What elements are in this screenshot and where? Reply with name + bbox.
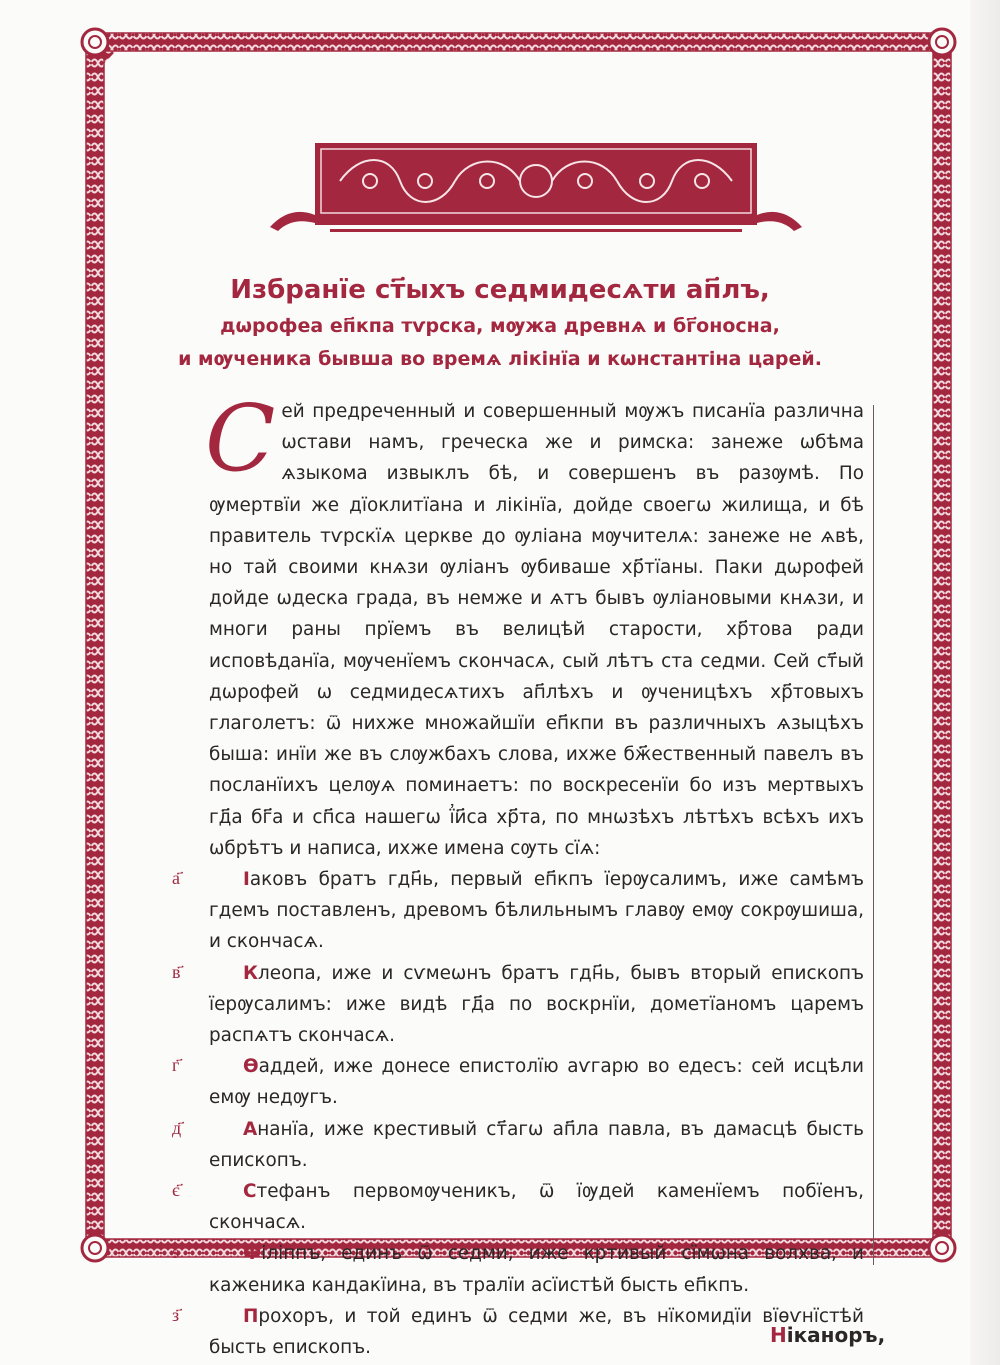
apostle-entry [209, 1176, 864, 1238]
catchword [770, 1323, 885, 1347]
entry-initial: А [243, 1118, 258, 1140]
catchword-rest: іканоръ, [786, 1323, 886, 1347]
entry-text: леопа, иже и сѵмеѡнъ братъ гдн҃ь, бывъ вторый епископъ їерѹсалимъ: иже видѣ гд҃а по воскрнїи, дометїаномъ царемъ распѧтъ скончасѧ. [209, 962, 864, 1047]
margin-numeral: в҃ [172, 961, 181, 983]
entry-text: аддей, иже донесе епистолїю аѵгарю во едесъ: сей исцѣли емѹ недѹгъ. [209, 1056, 864, 1109]
entry-initial: К [243, 962, 259, 984]
margin-numeral: з҃ [172, 1304, 180, 1326]
margin-numeral: д҃ [172, 1117, 182, 1139]
margin-numeral: г҃ [172, 1055, 180, 1077]
entry-text: іліппъ, единъ ѿ седми, иже кртивый сїмѡна волхва, и каженика кандакїина, въ тралїи асїистѣй бысть еп҃кпъ. [209, 1243, 864, 1296]
entry-initial: Ѳ [243, 1056, 259, 1078]
intro-text: ей предреченный и совершенный мѹжъ писанїа различна ѡстави намъ, греческа же и римска: занеже ѡбѣма ѧзыкома извыклъ бѣ, и совершенъ въ разѹмѣ. По ѹмертвїи же дїоклитїана и лікінїа, дойде своегѡ жилища, и бѣ правитель тѵрскїѧ церкве до ѹліана мѹчителѧ: занеже не ѧвѣ, но тай своими кнѧзи ѹліанъ ѹбиваше хр҃тїаны. Паки дѡрофей дойде ѡдеска града, въ немже и ѧтъ бывъ ѹліановыми кнѧзи, и многи раны прїемъ въ велицѣй старости, хр҃това ради исповѣданїа, мѹченїемъ скончасѧ, сый лѣтъ ста седми. Сей ст҃ый дѡрофей ѡ седмидесѧтихъ ап҃лѣхъ и ѹченицѣхъ хр҃товыхъ глаголетъ: ѿ нихже множайшїи еп҃кпи въ различныхъ ѧзыцѣхъ быша: инїи же въ слѹжбахъ слова, ихже бж҃ественный павелъ въ посланїихъ целѹѧ поминаетъ: по воскресенїи бо изъ мертвыхъ гд҃а бг҃а и сп҃са нашегѡ ї҆и҃са хр҃та, по мнѡзѣхъ лѣтѣхъ всѣхъ ихъ ѡбрѣтъ и написа, ихже имена сѹть сїѧ: [209, 401, 864, 859]
apostle-entry [209, 1301, 864, 1363]
text-column-rule [873, 405, 874, 1265]
headpiece-ornament [270, 143, 802, 235]
apostle-list [209, 864, 864, 1363]
title-line-3: и мѹченика бывша во времѧ лікінїа и кѡнстантіна царей. [178, 348, 822, 370]
main-text [205, 385, 864, 1363]
entry-initial: І [243, 869, 250, 891]
entry-initial: С [243, 1181, 257, 1203]
drop-cap: С [205, 385, 276, 492]
chapter-title [150, 270, 850, 376]
margin-numeral: а҃ [172, 868, 180, 890]
entry-text: рохоръ, и той единъ ѿ седми же, въ нїкомидїи вїѳѵнїстѣй бысть епископъ. [209, 1305, 864, 1359]
apostle-entry [209, 1114, 864, 1176]
intro-paragraph [205, 385, 864, 864]
apostle-entry [209, 864, 864, 958]
entry-text: аковъ братъ гдн҃ь, первый еп҃кпъ їерѹсалимъ, иже самѣмъ гдемъ поставленъ, древомъ бѣлильнымъ главѹ емѹ сокрѹшиша, и скончасѧ. [209, 869, 864, 953]
apostle-entry [209, 958, 864, 1052]
margin-numeral: ѕ҃ [172, 1242, 180, 1264]
apostle-entry [209, 1238, 864, 1300]
catchword-initial: Н [770, 1323, 787, 1347]
title-line-1: Избранїе ст҃ыхъ седмидесѧти ап҃лъ, [230, 275, 770, 305]
margin-numeral: є҃ [172, 1180, 180, 1202]
entry-text: тефанъ первомѹченикъ, ѿ їѹдей каменїемъ побїенъ, скончасѧ. [209, 1181, 864, 1234]
apostle-entry [209, 1051, 864, 1113]
entry-text: нанїа, иже крестивый ст҃агѡ ап҃ла павла, въ дамасцѣ бысть епископъ. [209, 1118, 864, 1171]
entry-initial: П [243, 1305, 259, 1327]
title-line-2: дѡрофеа еп҃кпа тѵрска, мѹжа древнѧ и бг҃оносна, [220, 315, 780, 337]
entry-initial: Ф [243, 1243, 262, 1265]
